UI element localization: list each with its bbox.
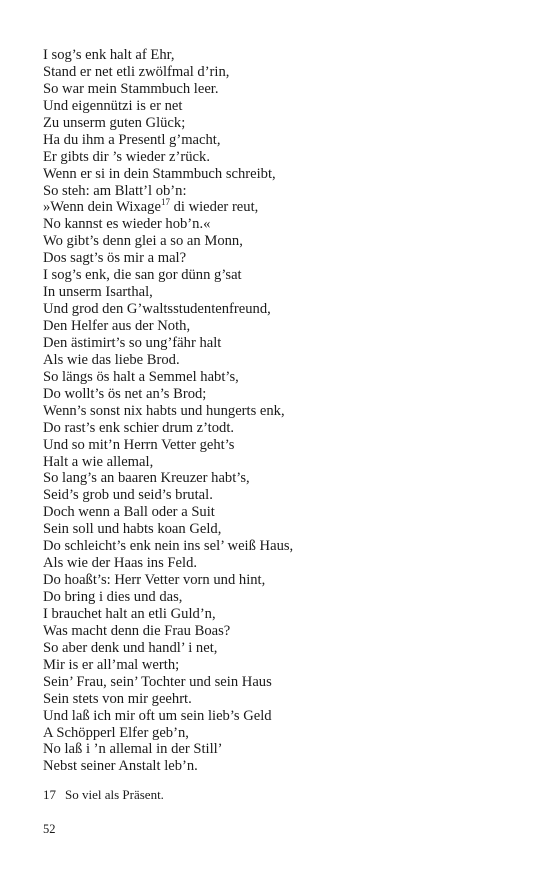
poem-line: Mir is er all’mal werth; [43, 656, 180, 673]
footnote [43, 787, 164, 803]
poem-text [43, 47, 533, 775]
poem-line-with-footnote-ref [43, 199, 533, 216]
poem-line: In unserm Isarthal, [43, 284, 153, 301]
poem-line: Doch wenn a Ball oder a Suit [43, 504, 215, 521]
poem-line: Zu unserm guten Glück; [43, 114, 186, 131]
poem-line: Und so mit’n Herrn Vetter geht’s [43, 436, 235, 453]
poem-line: So war mein Stammbuch leer. [43, 80, 219, 97]
poem-line: Und grod den G’waltsstudentenfreund, [43, 301, 271, 318]
poem-line: Sein soll und habts koan Geld, [43, 521, 222, 538]
poem-line: Als wie der Haas ins Feld. [43, 555, 198, 572]
poem-line: Dos sagt’s ös mir a mal? [43, 250, 187, 267]
poem-line: Do hoaßt’s: Herr Vetter vorn und hint, [43, 572, 266, 589]
poem-line: Ha du ihm a Presentl g’macht, [43, 131, 221, 148]
poem-line: Do bring i dies und das, [43, 589, 183, 605]
poem-line-end: di wieder reut, [169, 199, 259, 216]
page-number: 52 [43, 822, 56, 836]
poem-line-start: »Wenn dein Wixage [43, 199, 161, 216]
poem-line: Was macht denn die Frau Boas? [43, 622, 231, 639]
poem-line: Sein’ Frau, sein’ Tochter und sein Haus [43, 673, 272, 690]
footnote-number: 17 [43, 787, 56, 802]
poem-line: Wo gibt’s denn glei a so an Monn, [43, 233, 243, 250]
poem-line: Als wie das liebe Brod. [43, 351, 180, 368]
poem-line: Er gibts dir ’s wieder z’rück. [43, 148, 210, 165]
poem-line: Sein stets von mir geehrt. [43, 690, 192, 707]
poem-line: So steh: am Blatt’l ob’n: [43, 182, 187, 199]
poem-line: So lang’s an baaren Kreuzer habt’s, [43, 470, 250, 487]
poem-line: Nebst seiner Anstalt leb’n. [43, 758, 198, 775]
footnote-text: So viel als Präsent. [65, 787, 164, 802]
poem-line: I sog’s enk, die san gor dünn g’sat [43, 267, 242, 284]
poem-line: No kannst es wieder hob’n.« [43, 216, 211, 233]
poem-line: Und laß ich mir oft um sein lieb’s Geld [43, 707, 272, 724]
poem-line: Do rast’s enk schier drum z’todt. [43, 419, 235, 436]
poem-line: Do wollt’s ös net an’s Brod; [43, 385, 207, 402]
poem-line: Wenn’s sonst nix habts und hungerts enk, [43, 402, 285, 419]
poem-line: I sog’s enk halt af Ehr, [43, 47, 175, 63]
poem-line: A Schöpperl Elfer geb’n, [43, 724, 189, 741]
poem-line: No laß i ’n allemal in der Still’ [43, 741, 223, 758]
poem-line: Den Helfer aus der Noth, [43, 318, 191, 334]
poem-line: So längs ös halt a Semmel habt’s, [43, 368, 239, 385]
poem-line: Den ästimirt’s so ung’fähr halt [43, 334, 222, 351]
poem-line: Wenn er si in dein Stammbuch schreibt, [43, 165, 276, 182]
poem-line: So aber denk und handl’ i net, [43, 639, 218, 656]
poem-line: I brauchet halt an etli Guld’n, [43, 605, 216, 622]
poem-line: Und eigennützi is er net [43, 97, 183, 114]
poem-line: Halt a wie allemal, [43, 453, 154, 470]
footnote-reference: 17 [160, 197, 170, 208]
poem-line: Stand er net etli zwölfmal d’rin, [43, 63, 230, 80]
poem-line: Do schleicht’s enk nein ins sel’ weiß Haus, [43, 538, 294, 555]
poem-line: Seid’s grob und seid’s brutal. [43, 487, 213, 504]
